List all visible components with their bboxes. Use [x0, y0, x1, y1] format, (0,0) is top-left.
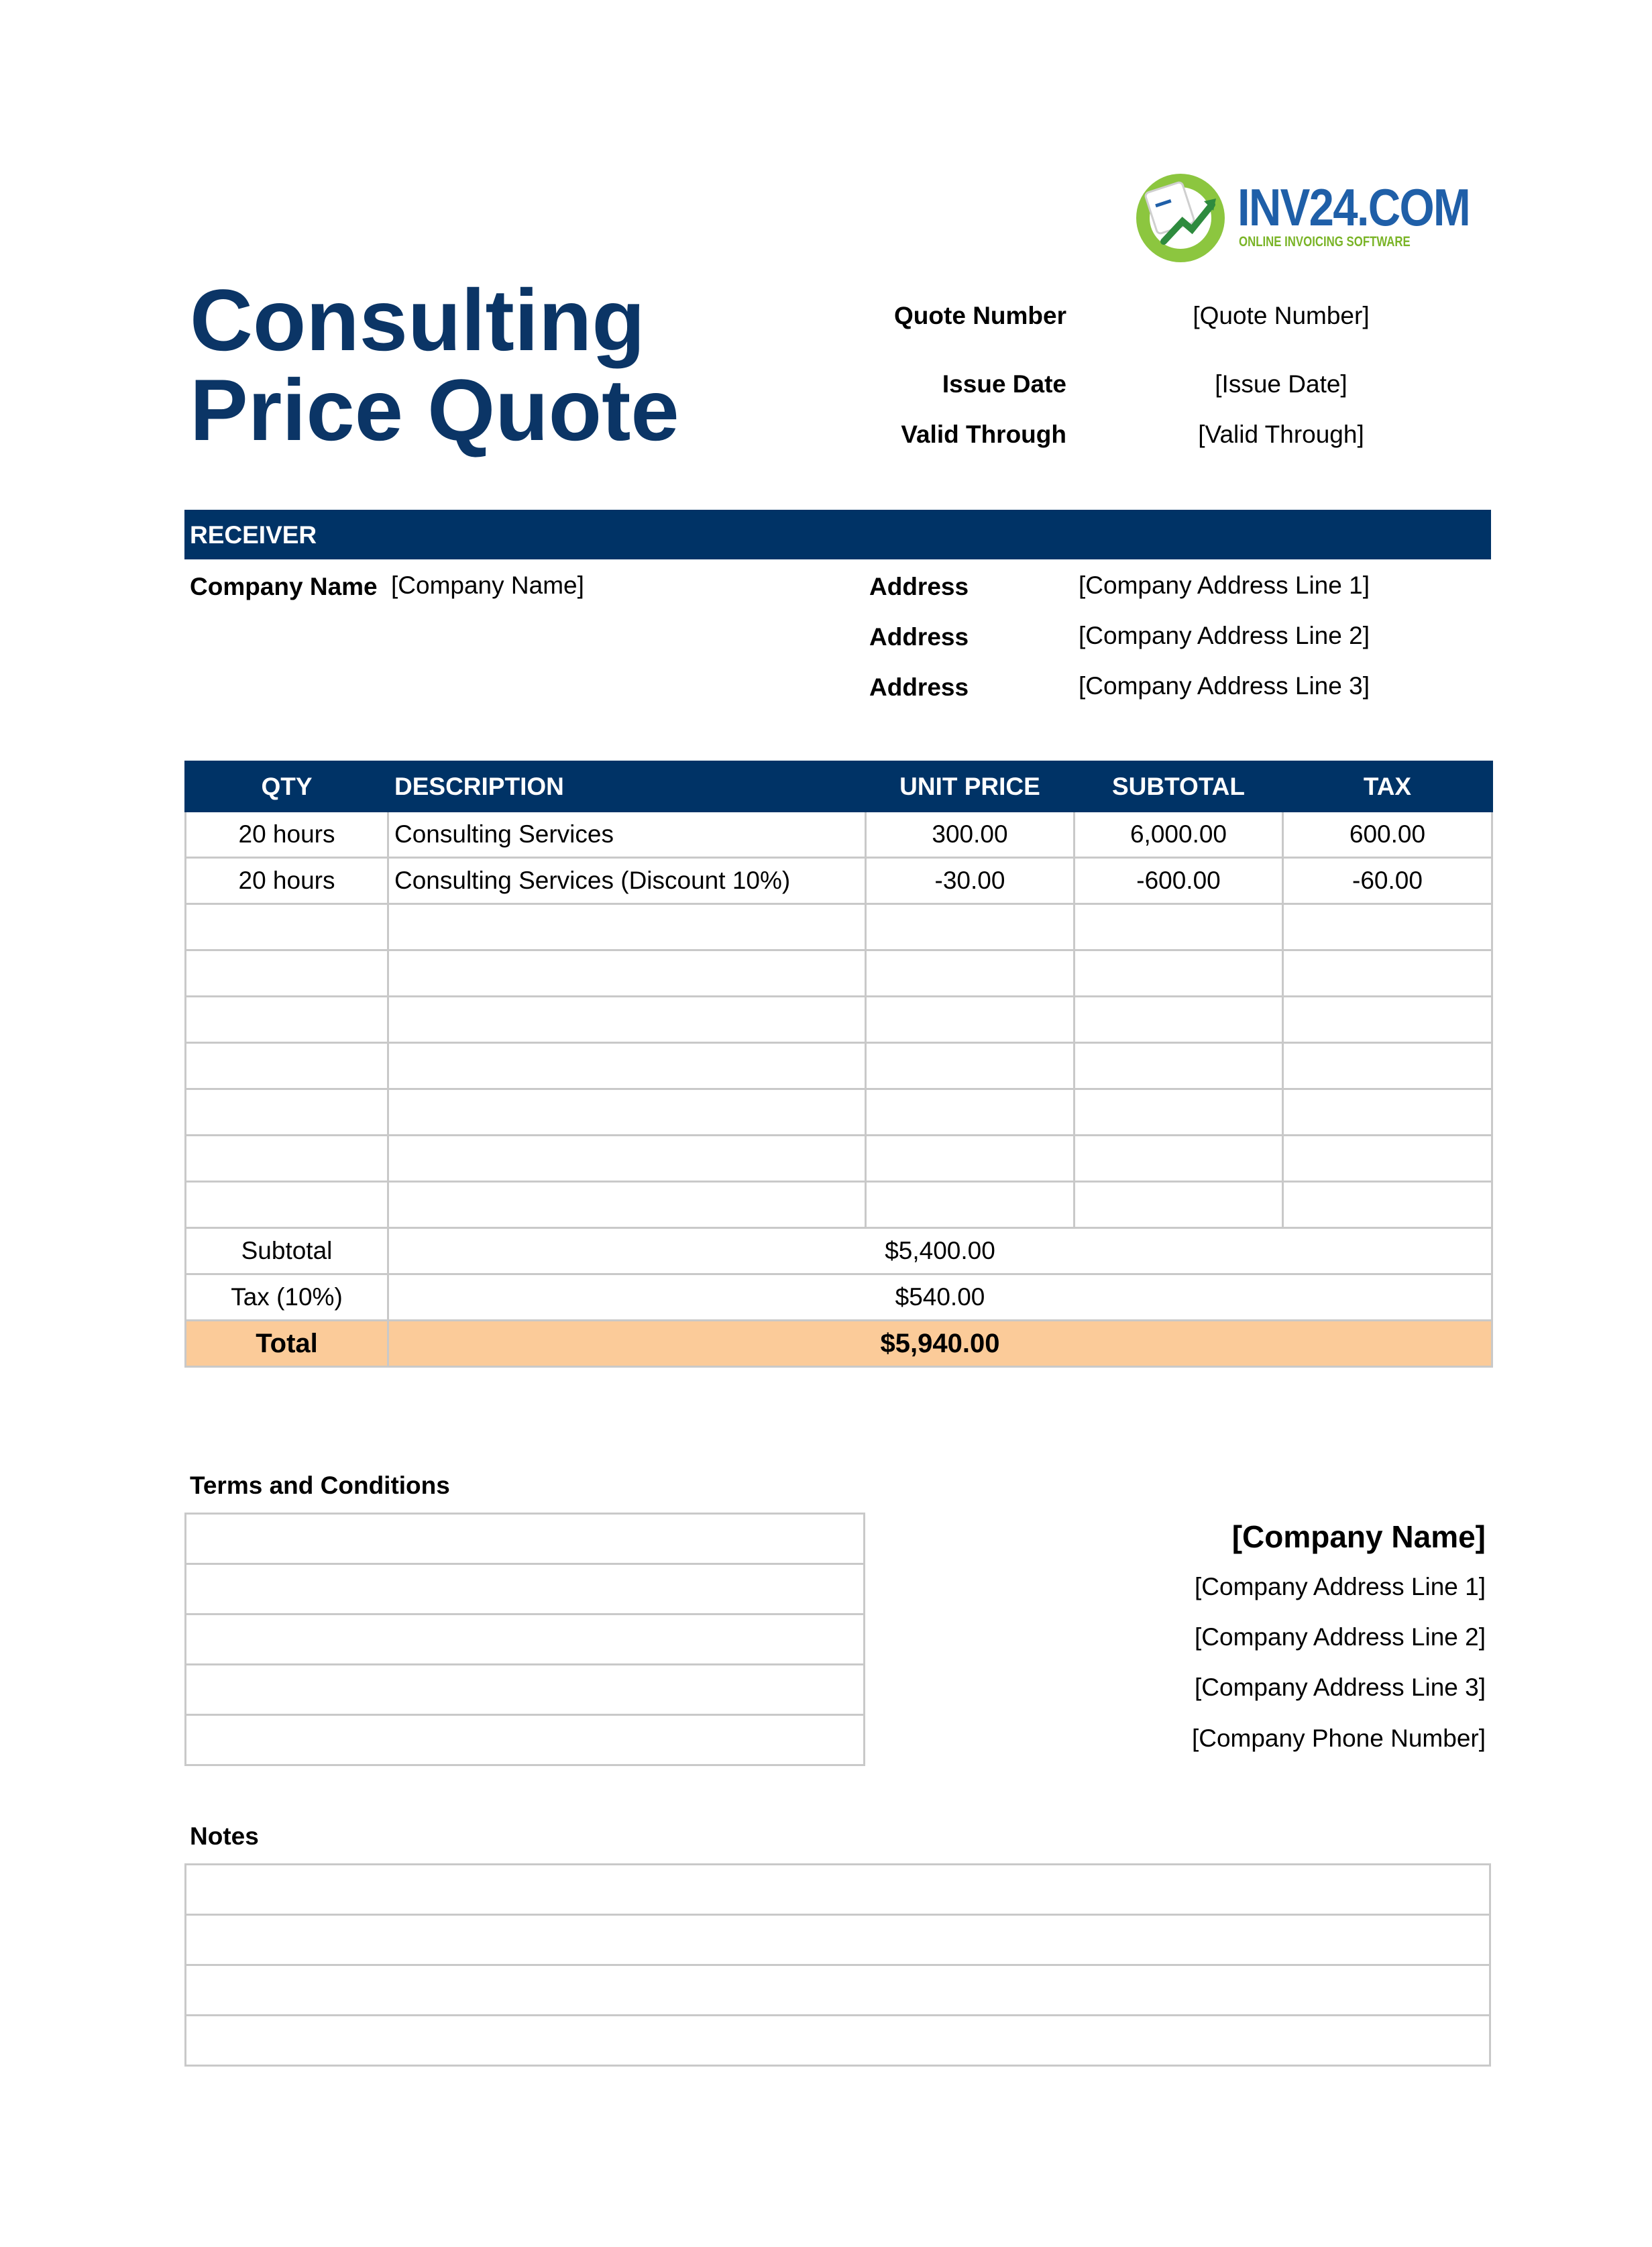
description-cell[interactable]: Consulting Services (Discount 10%) [388, 858, 866, 904]
column-header-unit-price: UNIT PRICE [866, 762, 1075, 812]
tax-cell[interactable] [1283, 1089, 1492, 1136]
column-header-description: DESCRIPTION [388, 762, 866, 812]
issue-date-value: [Issue Date] [1215, 370, 1347, 398]
subtotal-cell[interactable] [1075, 1136, 1283, 1182]
total-label: Total [186, 1321, 388, 1367]
subtotal-label: Subtotal [186, 1228, 388, 1274]
company-phone: [Company Phone Number] [1191, 1724, 1486, 1752]
table-row [186, 1182, 1492, 1228]
subtotal-cell[interactable] [1075, 904, 1283, 950]
logo-brand: INV24.COM [1237, 178, 1470, 237]
subtotal-cell[interactable] [1075, 1089, 1283, 1136]
column-header-subtotal: SUBTOTAL [1075, 762, 1283, 812]
qty-cell[interactable] [186, 997, 388, 1043]
qty-cell[interactable] [186, 904, 388, 950]
table-row [186, 904, 1492, 950]
column-header-tax: TAX [1283, 762, 1492, 812]
unit-price-cell[interactable]: -30.00 [866, 858, 1075, 904]
tax-cell[interactable]: 600.00 [1283, 812, 1492, 858]
unit-price-cell[interactable] [866, 950, 1075, 997]
terms-line[interactable] [186, 1515, 863, 1565]
tax-cell[interactable] [1283, 950, 1492, 997]
receiver-address-line: [Company Address Line 3] [1079, 672, 1370, 700]
table-row [186, 997, 1492, 1043]
table-row [186, 1089, 1492, 1136]
company-name: [Company Name] [1231, 1519, 1486, 1554]
items-table [184, 761, 1493, 1368]
qty-cell[interactable] [186, 1089, 388, 1136]
receiver-company-label: Company Name [190, 573, 378, 600]
notes-box[interactable] [184, 1863, 1491, 2067]
terms-line[interactable] [186, 1565, 863, 1615]
tax-cell[interactable] [1283, 904, 1492, 950]
receiver-header: RECEIVER [190, 521, 317, 549]
receiver-address-label: Address [869, 623, 969, 651]
subtotal-cell[interactable] [1075, 950, 1283, 997]
company-address-line: [Company Address Line 2] [1195, 1623, 1486, 1651]
description-cell[interactable]: Consulting Services [388, 812, 866, 858]
description-cell[interactable] [388, 1043, 866, 1089]
terms-line[interactable] [186, 1665, 863, 1716]
receiver-company-value: [Company Name] [391, 571, 584, 599]
subtotal-cell[interactable] [1075, 1043, 1283, 1089]
total-row [186, 1321, 1492, 1367]
receiver-address-label: Address [869, 573, 969, 600]
terms-box[interactable] [184, 1513, 865, 1766]
tax-cell[interactable] [1283, 1136, 1492, 1182]
unit-price-cell[interactable] [866, 904, 1075, 950]
unit-price-cell[interactable] [866, 1136, 1075, 1182]
qty-cell[interactable] [186, 1043, 388, 1089]
receiver-address-line: [Company Address Line 2] [1079, 622, 1370, 649]
subtotal-cell[interactable] [1075, 997, 1283, 1043]
logo-mark-icon [1130, 168, 1231, 268]
qty-cell[interactable] [186, 1136, 388, 1182]
qty-cell[interactable]: 20 hours [186, 812, 388, 858]
tax-value: $540.00 [388, 1274, 1492, 1321]
notes-line[interactable] [186, 2016, 1489, 2067]
tax-cell[interactable] [1283, 997, 1492, 1043]
notes-line[interactable] [186, 1865, 1489, 1916]
tax-row [186, 1274, 1492, 1321]
table-row [186, 950, 1492, 997]
qty-cell[interactable] [186, 1182, 388, 1228]
subtotal-cell[interactable]: -600.00 [1075, 858, 1283, 904]
valid-through-label: Valid Through [901, 421, 1066, 448]
notes-label: Notes [190, 1822, 259, 1850]
issue-date-label: Issue Date [942, 370, 1066, 398]
table-row [186, 812, 1492, 858]
logo-tagline: ONLINE INVOICING SOFTWARE [1239, 234, 1411, 250]
description-cell[interactable] [388, 997, 866, 1043]
subtotal-row [186, 1228, 1492, 1274]
qty-cell[interactable]: 20 hours [186, 858, 388, 904]
quote-number-value: [Quote Number] [1193, 302, 1370, 329]
tax-cell[interactable] [1283, 1043, 1492, 1089]
valid-through-value: [Valid Through] [1198, 421, 1364, 448]
table-row [186, 1043, 1492, 1089]
table-row [186, 1136, 1492, 1182]
receiver-header-bar [184, 510, 1491, 559]
description-cell[interactable] [388, 1182, 866, 1228]
terms-line[interactable] [186, 1615, 863, 1665]
page-title-line-1: Consulting [190, 271, 645, 369]
receiver-address-label: Address [869, 673, 969, 701]
tax-label: Tax (10%) [186, 1274, 388, 1321]
company-address-line: [Company Address Line 3] [1195, 1674, 1486, 1701]
page-title-line-2: Price Quote [190, 361, 679, 459]
notes-line[interactable] [186, 1966, 1489, 2016]
terms-label: Terms and Conditions [190, 1472, 450, 1499]
unit-price-cell[interactable] [866, 1182, 1075, 1228]
subtotal-cell[interactable] [1075, 1182, 1283, 1228]
receiver-address-line: [Company Address Line 1] [1079, 571, 1370, 599]
company-address-line: [Company Address Line 1] [1195, 1573, 1486, 1600]
items-header-row [186, 762, 1492, 812]
tax-cell[interactable] [1283, 1182, 1492, 1228]
unit-price-cell[interactable] [866, 1043, 1075, 1089]
description-cell[interactable] [388, 1089, 866, 1136]
company-logo [1130, 168, 1470, 268]
description-cell[interactable] [388, 1136, 866, 1182]
unit-price-cell[interactable]: 300.00 [866, 812, 1075, 858]
unit-price-cell[interactable] [866, 1089, 1075, 1136]
subtotal-value: $5,400.00 [388, 1228, 1492, 1274]
table-row [186, 858, 1492, 904]
qty-cell[interactable] [186, 950, 388, 997]
column-header-qty: QTY [186, 762, 388, 812]
terms-line[interactable] [186, 1716, 863, 1766]
quote-number-label: Quote Number [894, 302, 1066, 329]
description-cell[interactable] [388, 950, 866, 997]
subtotal-cell[interactable]: 6,000.00 [1075, 812, 1283, 858]
description-cell[interactable] [388, 904, 866, 950]
tax-cell[interactable]: -60.00 [1283, 858, 1492, 904]
notes-line[interactable] [186, 1916, 1489, 1966]
unit-price-cell[interactable] [866, 997, 1075, 1043]
total-value: $5,940.00 [388, 1321, 1492, 1367]
